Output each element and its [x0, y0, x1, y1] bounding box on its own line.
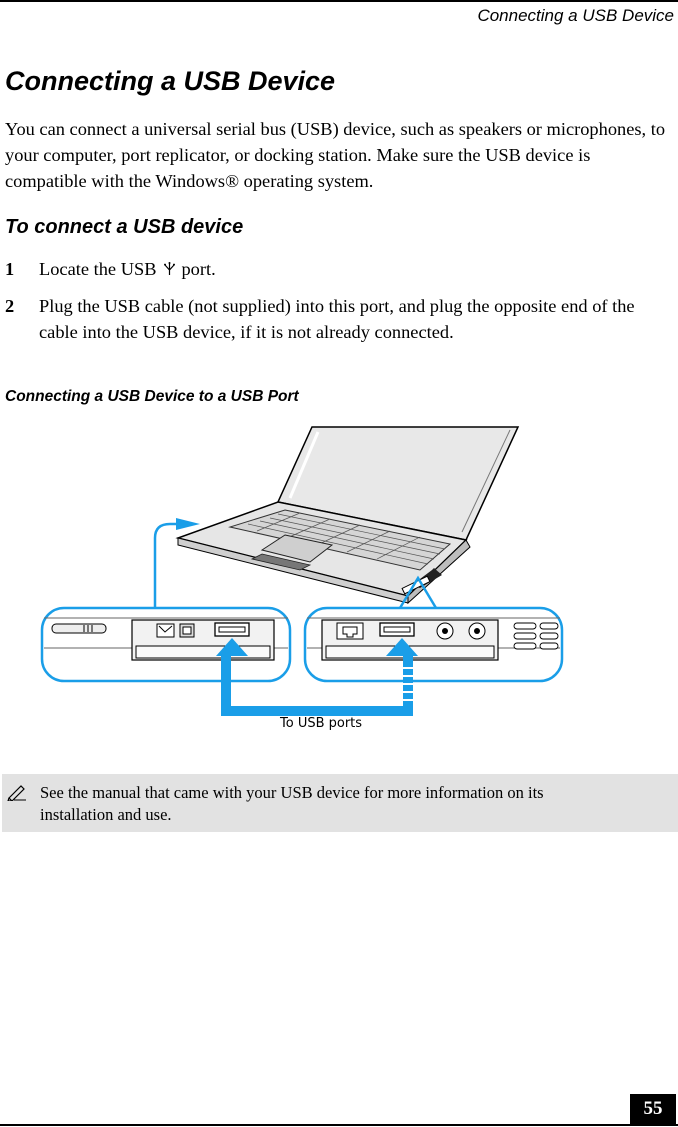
step-text-before: Locate the USB: [39, 259, 157, 279]
page-title: Connecting a USB Device: [5, 66, 336, 96]
step-2: [5, 293, 675, 347]
step-text: Plug the USB cable (not supplied) into this port, and plug the opposite end of the cable into the USB device, if it is not already connected.: [39, 296, 635, 342]
running-head: Connecting a USB Device: [477, 6, 674, 25]
usb-connection-figure: [0, 420, 678, 750]
note-text: See the manual that came with your USB device for more information on its installation and use.: [40, 783, 544, 824]
step-number: 2: [5, 296, 15, 316]
figure-caption: Connecting a USB Device to a USB Port: [5, 388, 299, 405]
pencil-note-icon: [6, 783, 28, 801]
intro-paragraph: You can connect a universal serial bus (USB) device, such as speakers or microphones, to your computer, port replicator, or docking station. Make sure the USB device is compatible with the Windows® operating system.: [5, 119, 666, 191]
step-1: [5, 256, 675, 284]
procedure-heading: To connect a USB device: [5, 216, 244, 238]
note-box: [2, 774, 678, 832]
step-text-after: port.: [181, 259, 216, 279]
callout-arrowhead: [176, 518, 200, 530]
step-text: [39, 256, 675, 282]
figure-label: To USB ports: [280, 716, 363, 731]
laptop-ports-illustration: [0, 420, 678, 750]
header-rule: [0, 0, 678, 2]
step-number: 1: [5, 259, 15, 279]
usb-icon: [164, 262, 175, 276]
footer-rule: [0, 1124, 678, 1126]
page-number: 55: [630, 1094, 676, 1124]
